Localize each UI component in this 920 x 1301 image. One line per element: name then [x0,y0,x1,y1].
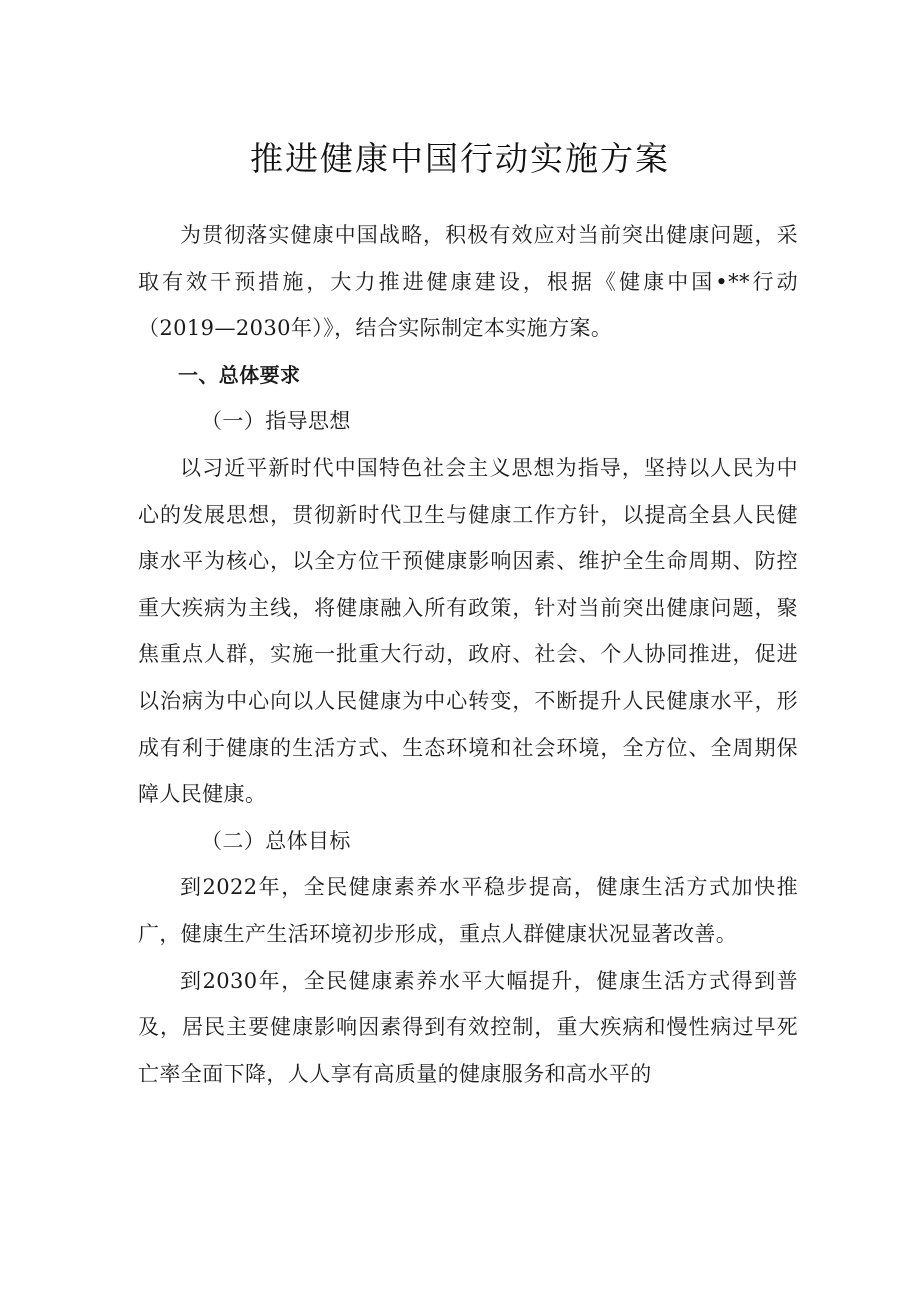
goal-2030-paragraph: 到2030年，全民健康素养水平大幅提升，健康生活方式得到普及，居民主要健康影响因素得到有效控制，重大疾病和慢性病过早死亡率全面下降，人人享有高质量的健康服务和高水平的 [138,968,798,1086]
subsection-heading-overall-goals: （二）总体目标 [201,828,351,853]
intro-paragraph: 为贯彻落实健康中国战略，积极有效应对当前突出健康问题，采取有效干预措施，大力推进健康建设，根据《健康中国•**行动（2019—2030年）》，结合实际制定本实施方案。 [138,223,798,341]
section-heading-general-requirements: 一、总体要求 [178,362,301,387]
subsection-heading-guiding-ideology: （一）指导思想 [201,409,351,434]
guiding-ideology-paragraph: 以习近平新时代中国特色社会主义思想为指导，坚持以人民为中心的发展思想，贯彻新时代卫生与健康工作方针，以提高全县人民健康水平为核心，以全方位干预健康影响因素、维护全生命周期、防控重大疾病为主线，将健康融入所有政策，针对当前突出健康问题，聚焦重点人群，实施一批重大行动，政府、社会、个人协同推进，促进以治病为中心向以人民健康为中心转变，不断提升人民健康水平，形成有利于健康的生活方式、生态环境和社会环境，全方位、全周期保障人民健康。 [138,455,798,807]
document-body [138,212,798,1097]
goal-2022-paragraph: 到2022年，全民健康素养水平稳步提高，健康生活方式加快推广，健康生产生活环境初步形成，重点人群健康状况显著改善。 [138,875,798,946]
document-title: 推进健康中国行动实施方案 [250,139,670,178]
